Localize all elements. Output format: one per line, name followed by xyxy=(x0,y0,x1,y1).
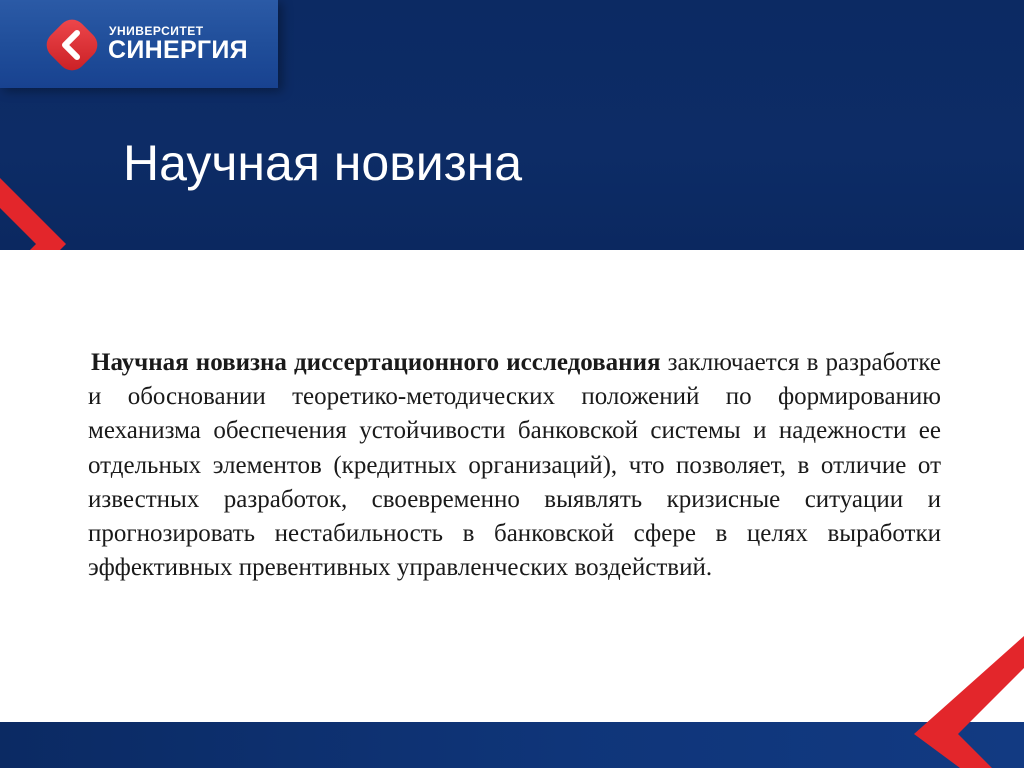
slide-title: Научная новизна xyxy=(123,135,523,191)
logo-subtitle: УНИВЕРСИТЕТ xyxy=(109,24,204,38)
red-chevron-decoration-left xyxy=(0,150,80,250)
footer-band xyxy=(0,722,1024,768)
paragraph-body: заключается в разработке и обосновании теоретико-методических положений по формированию механизма обеспечения устойчивости банковской системы и надежности ее отдельных элементов (кредитных организаций), что позволяет, в отличие от известных разработок, своевременно выявлять кризисные ситуации и прогнозировать нестабильность в банковской сфере в целях выработки эффективных превентивных управленческих воздействий. xyxy=(88,349,941,582)
header-band xyxy=(0,0,1024,250)
logo-name: СИНЕРГИЯ xyxy=(108,36,248,64)
paragraph-bold-lead: Научная новизна диссертационного исследования xyxy=(91,349,661,376)
logo-panel xyxy=(0,0,278,88)
chevron-left-circle-icon xyxy=(44,17,100,73)
red-chevron-decoration-bottom-right xyxy=(914,636,1024,768)
content-paragraph xyxy=(88,346,941,585)
